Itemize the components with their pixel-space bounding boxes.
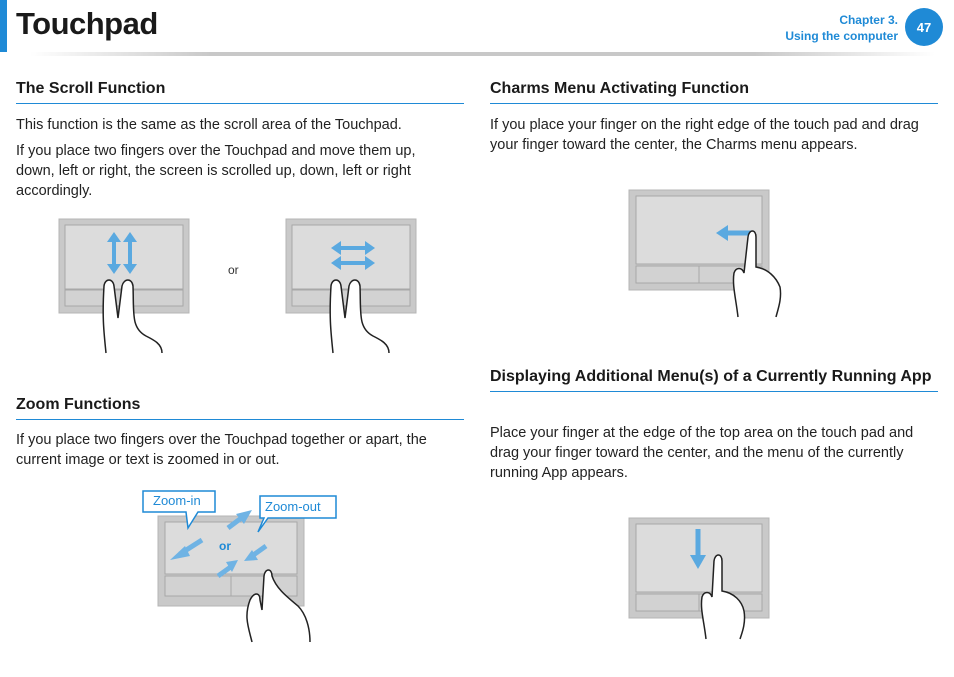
- horizontal-scroll-illustration: [285, 218, 420, 358]
- header-divider: [30, 52, 935, 56]
- top-edge-swipe-illustration: [628, 517, 788, 647]
- scroll-text-2: If you place two fingers over the Touchpad and move them up, down, left or right, the screen is scrolled up, down, left or right accordingly.: [16, 143, 416, 199]
- or-label-zoom: or: [219, 539, 231, 553]
- vertical-scroll-illustration: [58, 218, 193, 358]
- page-title: Touchpad: [16, 6, 158, 41]
- zoom-illustration: [140, 488, 340, 648]
- chapter-label: [785, 12, 898, 44]
- charms-heading: Charms Menu Activating Function: [490, 78, 938, 104]
- page-number-badge: 47: [905, 8, 943, 46]
- header-accent-bar: [0, 0, 7, 52]
- additional-text: Place your finger at the edge of the top area on the touch pad and drag your finger toward the center, and the menu of the currently running App appears.: [490, 425, 914, 481]
- zoom-in-label: Zoom-in: [153, 493, 201, 508]
- additional-heading: Displaying Additional Menu(s) of a Currently Running App: [490, 366, 938, 392]
- chapter-number: Chapter 3.: [839, 13, 898, 27]
- scroll-text-1: This function is the same as the scroll area of the Touchpad.: [16, 117, 402, 133]
- charms-illustration: [628, 189, 788, 321]
- zoom-text: If you place two fingers over the Touchpad together or apart, the current image or text is zoomed in or out.: [16, 432, 427, 468]
- or-label-scroll: or: [228, 263, 239, 277]
- zoom-heading: Zoom Functions: [16, 394, 464, 420]
- scroll-heading: The Scroll Function: [16, 78, 464, 104]
- charms-text: If you place your finger on the right edge of the touch pad and drag your finger toward the center, the Charms menu appears.: [490, 117, 919, 153]
- chapter-title: Using the computer: [785, 29, 898, 43]
- zoom-out-label: Zoom-out: [265, 499, 321, 514]
